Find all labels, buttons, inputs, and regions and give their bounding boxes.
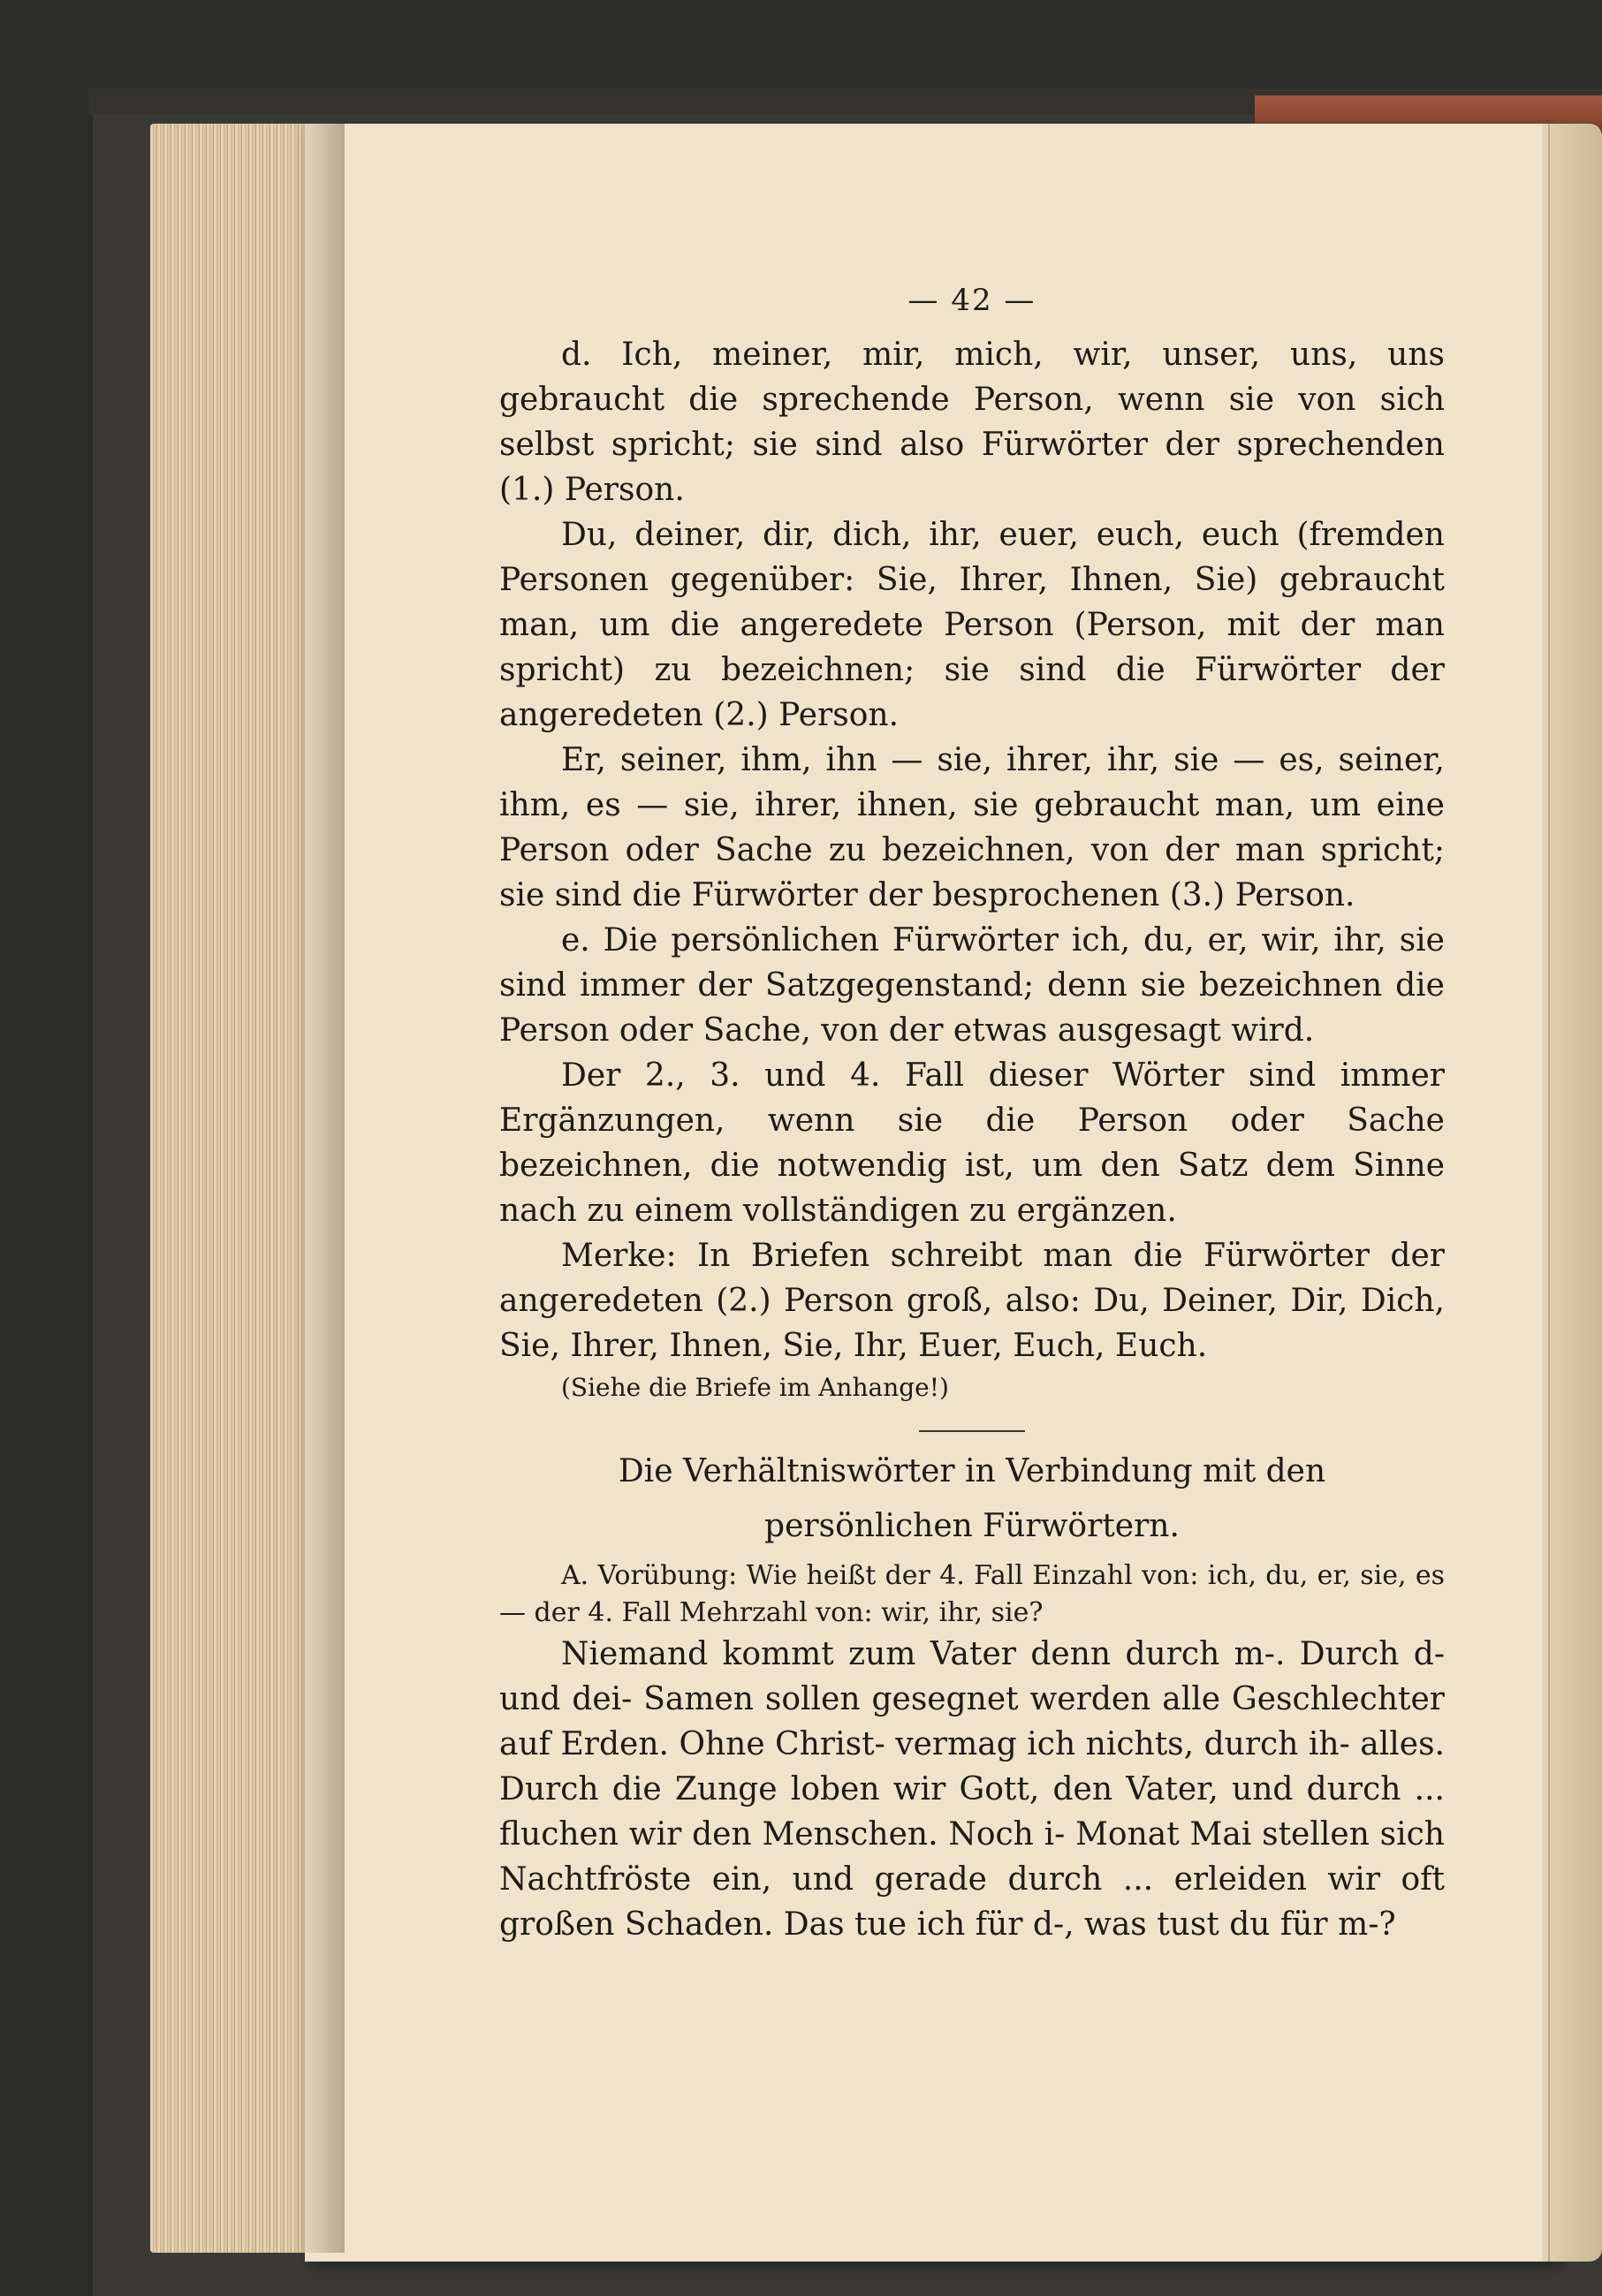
facing-page-edge: [1542, 124, 1602, 2262]
paragraph-merke: Merke: In Briefen schreibt man die Fürwörter der angeredeten (2.) Person groß, also: Du, Deiner, Dir, Dich, Sie, Ihrer, Ihnen, Sie, Ihr, Euer, Euch, Euch.: [499, 1238, 1445, 1364]
page-number: — 42 —: [907, 283, 1036, 318]
section-divider: [919, 1430, 1025, 1432]
paragraph-d-second-person: Du, deiner, dir, dich, ihr, euer, euch, euch (fremden Personen gegenüber: Sie, Ihrer, Ihnen, Sie) gebraucht man, um die angeredete Person (Person, mit der man spricht) zu bezeichnen; sie sind die Fürwörter der angeredeten (2.) Person.: [499, 517, 1445, 733]
exercise-vorubung: A. Vorübung: Wie heißt der 4. Fall Einzahl von: ich, du, er, sie, es — der 4. Fall Mehrzahl von: wir, ihr, sie?: [499, 1560, 1445, 1628]
paragraph-e-subject: e. Die persönlichen Fürwörter ich, du, er, wir, ihr, sie sind immer der Satzgegenstand; denn sie bezeichnen die Person oder Sache, von der etwas ausgesagt wird.: [499, 922, 1445, 1049]
section-heading-line1: Die Verhältniswörter in Verbindung mit den: [618, 1453, 1326, 1489]
exercise-text: Niemand kommt zum Vater denn durch m-. Durch d- und dei- Samen sollen gesegnet werden alle Geschlechter auf Erden. Ohne Christ- vermag ich nichts, durch ih- alles. Durch die Zunge loben wir Gott, den Vater, und durch ... fluchen wir den Menschen. Noch i- Monat Mai stellen sich Nachtfröste ein, und gerade durch ... erleiden wir oft großen Schaden. Das tue ich für d-, was tust du für m-?: [499, 1636, 1445, 1943]
paragraph-d-third-person: Er, seiner, ihm, ihn — sie, ihrer, ihr, sie — es, seiner, ihm, es — sie, ihrer, ihnen, sie gebraucht man, um eine Person oder Sache zu bezeichnen, von der man spricht; sie sind die Fürwörter der besprochenen (3.) Person.: [499, 742, 1445, 913]
facing-page-edge-line: [1548, 124, 1550, 2262]
paragraph-e-complements: Der 2., 3. und 4. Fall dieser Wörter sind immer Ergänzungen, wenn sie die Person oder Sache bezeichnen, die notwendig ist, um den Satz dem Sinne nach zu einem vollständigen zu ergänzen.: [499, 1057, 1445, 1229]
spine-shadow: [292, 124, 345, 2253]
page-content: [499, 274, 1445, 1947]
appendix-note: (Siehe die Briefe im Anhange!): [561, 1373, 949, 1402]
paragraph-d-first-person: d. Ich, meiner, mir, mich, wir, unser, uns, uns gebraucht die sprechende Person, wenn sie von sich selbst spricht; sie sind also Fürwörter der sprechenden (1.) Person.: [499, 337, 1445, 508]
section-heading-line2: persönlichen Fürwörtern.: [764, 1508, 1180, 1544]
